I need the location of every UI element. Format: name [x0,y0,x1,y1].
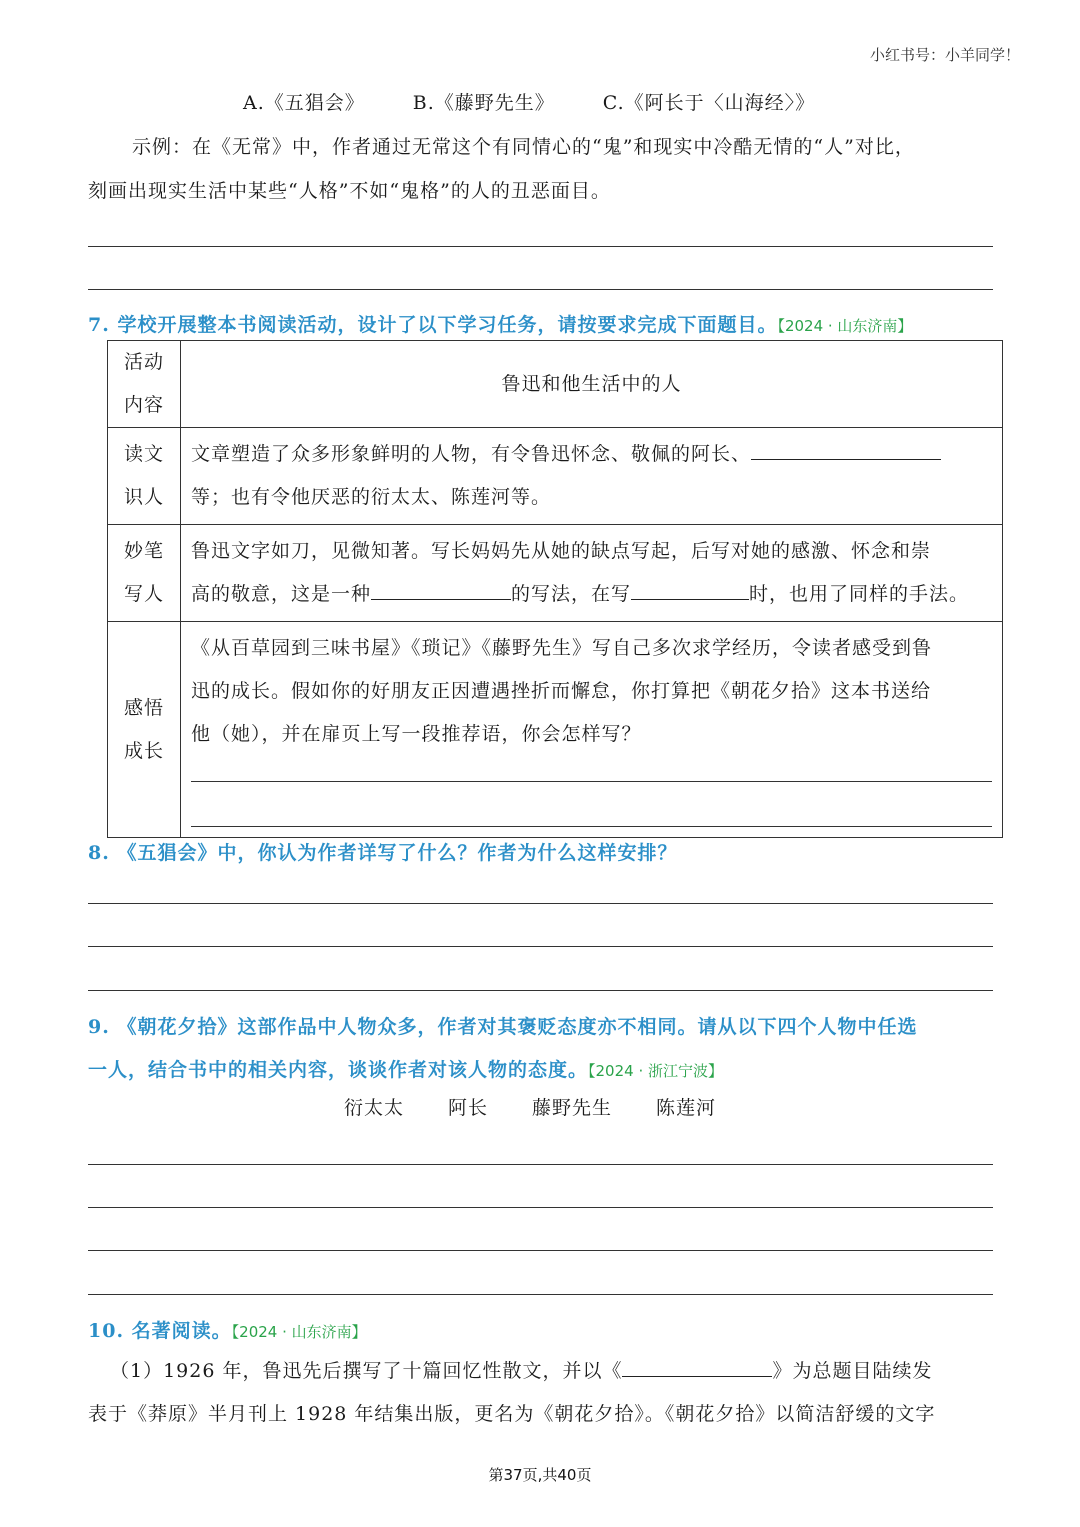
q10-text-b: 》为总题目陆续发 [772,1360,933,1382]
answer-options [243,82,815,125]
question-9-text: 一人，结合书中的相关内容，谈谈作者对该人物的态度。 [88,1059,589,1081]
row1-text-a: 文章塑造了众多形象鲜明的人物，有令鲁迅怀念、敬佩的阿长、 [191,443,752,465]
answer-line[interactable] [191,782,992,827]
fill-blank[interactable] [371,577,511,600]
question-10-source: 【2024 · 山东济南】 [231,1323,367,1341]
row1-text-b: 等；也有令他厌恶的衍太太、陈莲河等。 [191,486,552,508]
question-7-title [88,310,912,337]
question-9-title-line-2 [88,1055,723,1082]
option-a: A.《五猖会》 [243,92,365,114]
row3-content-cell [181,622,1003,838]
row2-content-cell [181,525,1003,622]
table-row [108,428,1003,525]
character-yantaitai: 衍太太 [344,1097,405,1119]
task-table [107,340,1003,838]
row2-text-a: 鲁迅文字如刀，见微知著。写长妈妈先从她的缺点写起，后写对她的感激、怀念和崇 [191,540,932,562]
question-9-title-line-1: 9. 《朝花夕拾》这部作品中人物众多，作者对其褒贬态度亦不相同。请从以下四个人物中任选 [88,1016,918,1038]
answer-line [88,1294,993,1295]
answer-line [88,903,993,904]
header-label-cell: 活动 内容 [108,341,181,428]
answer-line [88,946,993,947]
character-list [344,1087,716,1130]
row2-label-cell: 妙笔 写人 [108,525,181,622]
answer-line [88,1250,993,1251]
row1-label-cell: 读文 识人 [108,428,181,525]
question-8-title: 8. 《五猖会》中，你认为作者详写了什么？作者为什么这样安排？ [88,842,678,864]
table-row [108,622,1003,838]
question-7-source: 【2024 · 山东济南】 [777,317,913,335]
row3-text-3: 他（她），并在扉页上写一段推荐语，你会怎样写？ [191,723,642,745]
answer-line[interactable] [191,756,992,782]
question-10-paragraph-1 [110,1350,933,1393]
page-number: 第37页,共40页 [488,1466,592,1484]
fill-blank[interactable] [622,1354,772,1377]
watermark: 小红书号：小羊同学！ [869,46,1020,64]
header-value-cell: 鲁迅和他生活中的人 [181,341,1003,428]
fill-blank[interactable] [631,577,749,600]
row2-text-b3: 时，也用了同样的手法。 [749,583,970,605]
character-chenlianhe: 陈莲河 [656,1097,717,1119]
row3-text-1: 《从百草园到三味书屋》《琐记》《藤野先生》写自己多次求学经历，令读者感受到鲁 [191,637,933,659]
answer-line [88,1207,993,1208]
answer-line [88,289,993,290]
character-fujino: 藤野先生 [532,1097,613,1119]
answer-line [88,246,993,247]
question-9-source: 【2024 · 浙江宁波】 [588,1062,723,1080]
example-line-2: 刻画出现实生活中某些“人格”不如“鬼格”的人的丑恶面目。 [88,180,611,202]
fill-blank[interactable] [751,437,941,460]
q10-text-a: （1）1926 年，鲁迅先后撰写了十篇回忆性散文，并以《 [110,1360,623,1382]
row1-content-cell [181,428,1003,525]
row2-text-b2: 的写法，在写 [511,583,632,605]
answer-line [88,990,993,991]
table-row [108,525,1003,622]
option-c: C.《阿长于〈山海经〉》 [602,92,816,114]
example-line-1: 示例：在《无常》中，作者通过无常这个有同情心的“鬼”和现实中冷酷无情的“人”对比， [132,136,915,158]
row3-label-cell: 感悟 成长 [108,622,181,838]
character-achang: 阿长 [448,1097,489,1119]
row3-text-2: 迅的成长。假如你的好朋友正因遭遇挫折而懈怠，你打算把《朝花夕拾》这本书送给 [191,680,932,702]
table-row [108,341,1003,428]
question-10-text: 10. 名著阅读。 [88,1320,232,1342]
row2-text-b1: 高的敬意，这是一种 [191,583,372,605]
answer-line [88,1164,993,1165]
option-b: B.《藤野先生》 [412,92,555,114]
question-7-text: 7. 学校开展整本书阅读活动，设计了以下学习任务，请按要求完成下面题目。 [88,314,778,336]
question-10-title [88,1316,367,1343]
question-10-paragraph-2: 表于《莽原》半月刊上 1928 年结集出版，更名为《朝花夕拾》。《朝花夕拾》以简洁舒缓的文字 [88,1403,936,1425]
